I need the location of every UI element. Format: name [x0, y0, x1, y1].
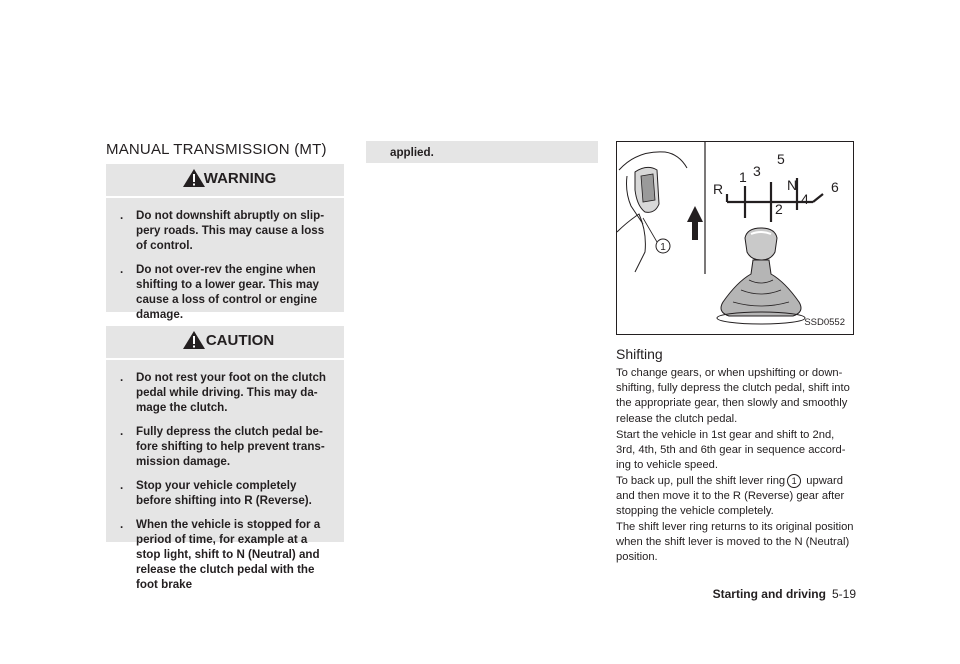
- warning-title: WARNING: [203, 170, 277, 187]
- gear-label-5: 5: [777, 151, 785, 167]
- paragraph-1: To change gears, or when upshifting or down-shifting, fully depress the clutch pedal, shift into the appropriate gear, then slowly and smoothly release the clutch pedal.: [616, 367, 850, 425]
- caution-item: . Do not rest your foot on the clutch pedal while driving. This may da-mage the clutch.: [120, 371, 327, 414]
- footer-section: Starting and driving: [712, 587, 826, 601]
- gear-label-2: 2: [775, 201, 783, 217]
- ring-callout-label: 1: [660, 242, 666, 253]
- gear-label-4: 4: [801, 191, 809, 207]
- caution-continued: applied.: [366, 141, 598, 163]
- caution-item: . Fully depress the clutch pedal be-fore shifting to help prevent trans-mission damage.: [120, 425, 325, 468]
- page-footer: [700, 587, 856, 601]
- warning-item: . Do not over-rev the engine when shifting to a lower gear. This may cause a loss of control or engine damage.: [120, 263, 319, 321]
- gear-label-r: R: [713, 181, 724, 197]
- gear-label-1: 1: [739, 169, 747, 185]
- shift-lever-illustration: [617, 142, 853, 334]
- paragraph-4: The shift lever ring returns to its original position when the shift lever is moved to the N (Neutral) position.: [616, 521, 854, 564]
- gear-label-6: 6: [831, 179, 839, 195]
- warning-box: [106, 164, 344, 321]
- paragraph-3: To back up, pull the shift lever ring 1 upward and then move it to the R (Reverse) gear after stopping the vehicle completely.: [616, 475, 845, 518]
- caution-header: [106, 326, 344, 360]
- up-arrow-icon: [687, 206, 703, 240]
- ring-marker-icon: 1: [787, 474, 801, 488]
- page-number: 5-19: [831, 587, 856, 601]
- caution-item: . When the vehicle is stopped for a period of time, for example at a stop light, shift to N (Neutral) and release the clutch pedal with the foot brake: [120, 518, 321, 591]
- caution-item: . Stop your vehicle completely before shifting into R (Reverse).: [120, 479, 312, 507]
- caution-box: [106, 326, 344, 591]
- warning-list: [106, 198, 344, 322]
- caution-title: CAUTION: [205, 332, 275, 349]
- caution-list: [106, 360, 344, 592]
- gear-label-3: 3: [753, 163, 761, 179]
- warning-header: [106, 164, 344, 198]
- subsection-title: Shifting: [616, 346, 663, 362]
- section-title: MANUAL TRANSMISSION (MT): [106, 141, 327, 158]
- figure-code: SSD0552: [804, 317, 845, 328]
- gear-label-n: N: [787, 177, 798, 193]
- shift-pattern-figure: [616, 141, 854, 335]
- paragraph-2: Start the vehicle in 1st gear and shift to 2nd, 3rd, 4th, 5th and 6th gear in sequence accord-ing to vehicle speed.: [616, 429, 846, 472]
- warning-item: . Do not downshift abruptly on slip-pery roads. This may cause a loss of control.: [120, 209, 325, 252]
